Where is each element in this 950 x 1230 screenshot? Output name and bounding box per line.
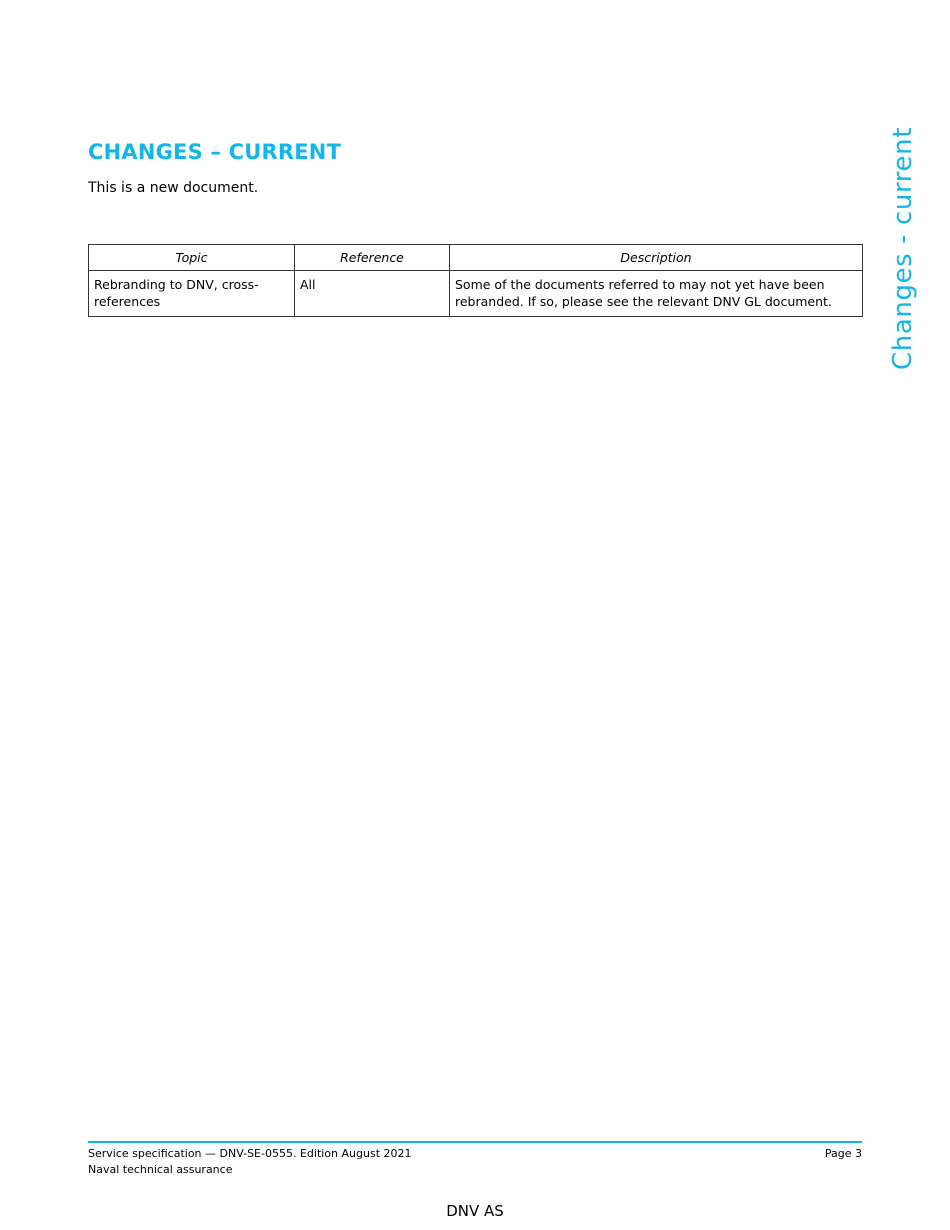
changes-table xyxy=(88,244,863,317)
footer-document-title: Service specification — DNV-SE-0555. Edition August 2021 xyxy=(88,1147,412,1160)
cell-topic: Rebranding to DNV, cross-references xyxy=(89,271,295,317)
intro-text: This is a new document. xyxy=(88,180,259,196)
cell-reference: All xyxy=(295,271,450,317)
footer-divider xyxy=(88,1141,862,1143)
company-name: DNV AS xyxy=(446,1202,504,1220)
footer-subtitle: Naval technical assurance xyxy=(88,1163,233,1176)
page-title: CHANGES – CURRENT xyxy=(88,140,342,164)
section-side-tab: Changes - current xyxy=(888,127,918,370)
column-header-description: Description xyxy=(450,245,863,271)
column-header-reference: Reference xyxy=(295,245,450,271)
footer-left xyxy=(88,1146,412,1178)
cell-description: Some of the documents referred to may not yet have been rebranded. If so, please see the relevant DNV GL document. xyxy=(450,271,863,317)
page-number: Page 3 xyxy=(824,1147,862,1160)
table-row xyxy=(89,271,863,317)
column-header-topic: Topic xyxy=(89,245,295,271)
table-header-row xyxy=(89,245,863,271)
